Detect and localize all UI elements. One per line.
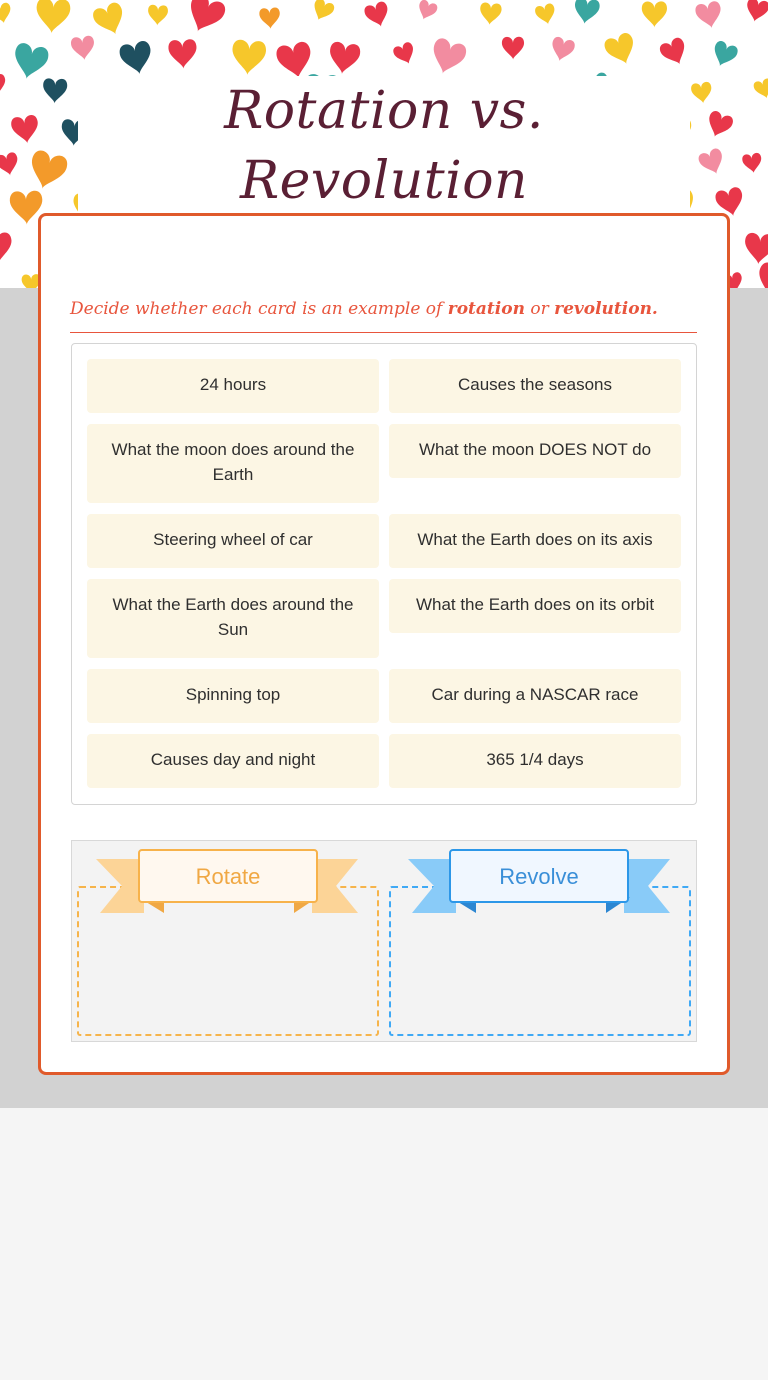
heart-icon xyxy=(168,39,197,69)
heart-icon xyxy=(479,2,502,26)
heart-icon xyxy=(502,37,524,60)
heart-icon xyxy=(642,1,667,27)
heart-icon xyxy=(43,78,68,104)
heart-icon xyxy=(703,109,734,141)
drag-card[interactable]: Steering wheel of car xyxy=(87,514,379,568)
heart-icon xyxy=(70,35,96,61)
heart-icon xyxy=(259,7,281,29)
heart-icon xyxy=(392,41,419,68)
heart-icon xyxy=(309,0,336,24)
drag-card[interactable]: Car during a NASCAR race xyxy=(389,669,681,723)
instruction-text xyxy=(70,292,697,333)
heart-icon xyxy=(182,0,228,38)
heart-icon xyxy=(10,114,40,145)
drag-card[interactable]: Causes day and night xyxy=(87,734,379,788)
heart-icon xyxy=(603,31,640,69)
heart-icon xyxy=(743,232,768,265)
heart-icon xyxy=(694,0,724,31)
drag-card[interactable]: Causes the seasons xyxy=(389,359,681,413)
heart-icon xyxy=(690,81,713,104)
drag-card[interactable]: What the Earth does on its orbit xyxy=(389,579,681,633)
heart-icon xyxy=(697,147,728,178)
revolve-category-label: Revolve xyxy=(449,849,629,903)
drag-card[interactable]: What the Earth does on its axis xyxy=(389,514,681,568)
heart-icon xyxy=(231,39,267,76)
title-line-1: Rotation vs. Revolution xyxy=(224,81,544,211)
heart-icon xyxy=(658,36,691,70)
heart-icon xyxy=(753,261,768,288)
heart-icon xyxy=(744,0,768,24)
heart-icon xyxy=(147,5,168,26)
drag-card[interactable]: What the moon DOES NOT do xyxy=(389,424,681,478)
heart-icon xyxy=(415,0,439,23)
heart-icon xyxy=(91,1,129,40)
heart-icon xyxy=(35,0,71,35)
heart-icon xyxy=(753,77,768,101)
instruction-middle: or xyxy=(524,299,555,319)
heart-icon xyxy=(427,37,468,79)
instruction-prefix: Decide whether each card is an example of xyxy=(70,299,448,319)
heart-icon xyxy=(534,3,558,27)
heart-icon xyxy=(0,73,8,97)
rotate-category-label: Rotate xyxy=(138,849,318,903)
drag-card[interactable]: Spinning top xyxy=(87,669,379,723)
heart-icon xyxy=(0,2,13,25)
heart-icon xyxy=(118,40,155,78)
heart-icon xyxy=(363,0,392,30)
drag-card[interactable]: 365 1/4 days xyxy=(389,734,681,788)
drag-card[interactable]: What the Earth does around the Sun xyxy=(87,579,379,658)
heart-icon xyxy=(25,149,69,194)
heart-icon xyxy=(709,39,739,70)
heart-icon xyxy=(548,36,576,64)
heart-icon xyxy=(10,42,50,83)
heart-icon xyxy=(0,232,13,264)
heart-icon xyxy=(327,41,361,76)
heart-icon xyxy=(742,152,764,174)
drag-card[interactable]: 24 hours xyxy=(87,359,379,413)
drag-card[interactable]: What the moon does around the Earth xyxy=(87,424,379,503)
instruction-option-revolution: revolution. xyxy=(554,299,658,319)
heart-icon xyxy=(572,0,600,26)
heart-icon xyxy=(0,151,21,177)
instruction-option-rotation: rotation xyxy=(447,299,525,319)
